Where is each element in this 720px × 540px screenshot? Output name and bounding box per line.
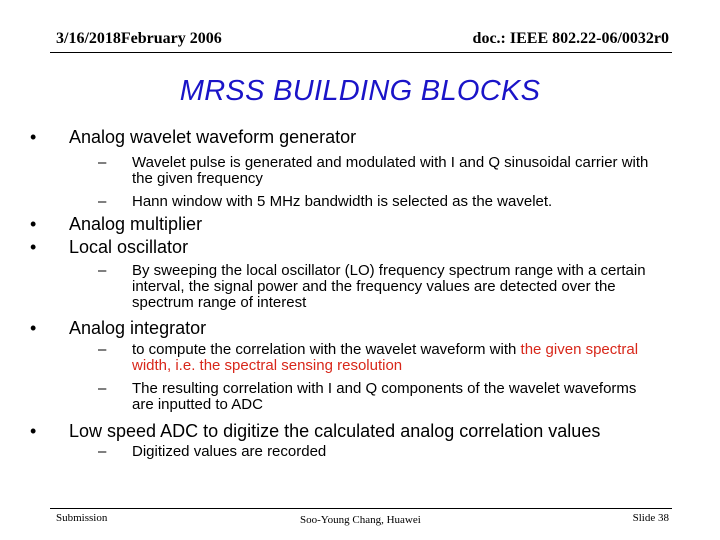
sub-bullet-text: The resulting correlation with I and Q components of the wavelet waveforms are inputted to ADC (132, 380, 637, 413)
bullet-icon: • (30, 214, 37, 234)
footer-author: Soo-Young Chang, Huawei (300, 514, 421, 526)
sub-bullet-text-highlight: the given spectral width, i.e. the spectral sensing resolution (132, 341, 639, 374)
bullet-text: Analog wavelet waveform generator (69, 127, 357, 147)
bullet-icon: • (30, 421, 37, 441)
sub-bullet-text: Wavelet pulse is generated and modulated with I and Q sinusoidal carrier with the given frequency (132, 154, 649, 187)
dash-icon: – (98, 193, 107, 210)
header-doc-id: doc.: IEEE 802.22-06/0032r0 (472, 30, 669, 47)
bullet-text: Analog integrator (69, 318, 207, 338)
bullet-icon: • (30, 318, 37, 338)
bullet-text: Low speed ADC to digitize the calculated analog correlation values (69, 421, 601, 441)
sub-bullet-text: Digitized values are recorded (132, 443, 327, 460)
header-date: 3/16/2018February 2006 (56, 30, 222, 47)
footer-divider (50, 508, 672, 509)
footer-slide-number: Slide 38 (632, 512, 669, 524)
sub-bullet-text (132, 342, 662, 374)
dash-icon: – (98, 443, 107, 460)
dash-icon: – (98, 341, 107, 358)
dash-icon: – (98, 380, 107, 397)
slide-title: MRSS BUILDING BLOCKS (179, 75, 541, 107)
bullet-icon: • (30, 237, 37, 257)
header-divider (50, 52, 672, 53)
sub-bullet-text: Hann window with 5 MHz bandwidth is selected as the wavelet. (132, 193, 553, 210)
bullet-text: Analog multiplier (69, 214, 203, 234)
bullet-icon: • (30, 127, 37, 147)
dash-icon: – (98, 154, 107, 171)
bullet-text: Local oscillator (69, 237, 189, 257)
footer-submission: Submission (56, 512, 108, 524)
sub-bullet-text-plain: to compute the correlation with the wavelet waveform with (132, 341, 517, 358)
dash-icon: – (98, 262, 107, 279)
sub-bullet-text: By sweeping the local oscillator (LO) frequency spectrum range with a certain interval, the signal power and the frequency values are detected over the spectrum range of interest (132, 262, 646, 311)
